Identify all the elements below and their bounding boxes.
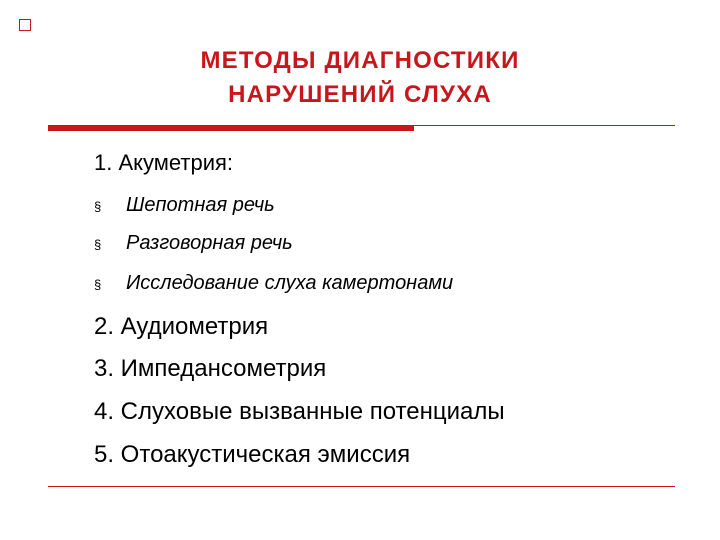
list-item-sluhovye-potencialy: 4. Слуховые вызванные потенциалы [94, 398, 505, 425]
bullet-text: Разговорная речь [126, 232, 293, 254]
title-line-2: НАРУШЕНИЙ СЛУХА [228, 81, 492, 108]
slide-title [0, 44, 720, 112]
title-line-1: МЕТОДЫ ДИАГНОСТИКИ [200, 47, 520, 74]
bottom-rule [48, 486, 675, 487]
section-heading-akumetriya: 1. Акуметрия: [94, 150, 234, 175]
list-item-impedansometriya: 3. Импедансометрия [94, 355, 327, 382]
bullet-marker: § [94, 277, 102, 292]
list-item-audiometriya: 2. Аудиометрия [94, 313, 269, 340]
corner-square-decoration [19, 19, 31, 31]
list-item-otoakusticheskaya-emissiya: 5. Отоакустическая эмиссия [94, 441, 411, 468]
bullet-marker: § [94, 237, 102, 252]
bullet-text: Шепотная речь [126, 194, 275, 216]
bullet-marker: § [94, 199, 102, 214]
title-underline-thick [48, 125, 414, 131]
bullet-text: Исследование слуха камертонами [126, 272, 454, 294]
